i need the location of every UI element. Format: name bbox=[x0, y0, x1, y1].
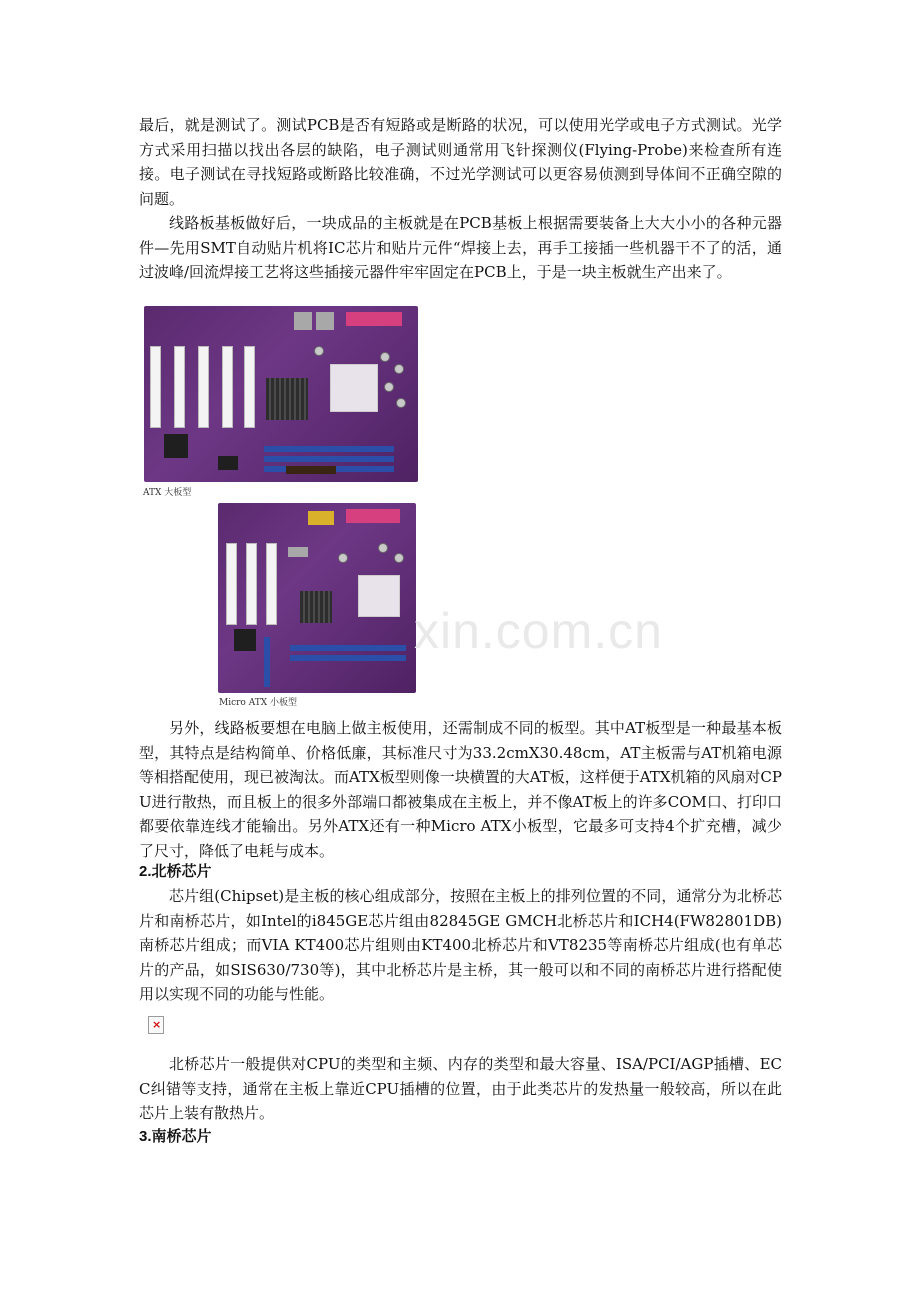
atx-motherboard-image bbox=[144, 306, 418, 482]
paragraph-assembly: 线路板基板做好后，一块成品的主板就是在PCB基板上根据需要装备上大大小小的各种元器件—先用SMT自动贴片机将IC芯片和贴片元件“焊接上去，再手工接插一些机器干不了的活，通过波峰/回流焊接工艺将这些插接元器件牢牢固定在PCB上，于是一块主板就生产出来了。 bbox=[139, 214, 782, 281]
micro-atx-motherboard-image bbox=[218, 503, 416, 693]
watermark-text: xin.com.cn bbox=[414, 603, 663, 659]
micro-atx-caption: Micro ATX 小板型 bbox=[219, 698, 297, 708]
section-heading-southbridge: 3.南桥芯片 bbox=[139, 1128, 212, 1145]
paragraph-northbridge-function: 北桥芯片一般提供对CPU的类型和主频、内存的类型和最大容量、ISA/PCI/AGP插槽、ECC纠错等支持，通常在主板上靠近CPU插槽的位置，由于此类芯片的发热量一般较高，所以在此芯片上装有散热片。 bbox=[139, 1055, 782, 1122]
paragraph-testing: 最后，就是测试了。测试PCB是否有短路或是断路的状况，可以使用光学或电子方式测试。光学方式采用扫描以找出各层的缺陷，电子测试则通常用飞针探测仪(Flying-Probe)来检查所有连接。电子测试在寻找短路或断路比较准确，不过光学测试可以更容易侦测到导体间不正确空隙的问题。 bbox=[139, 116, 782, 208]
broken-image-icon bbox=[148, 1016, 164, 1034]
paragraph-chipset: 芯片组(Chipset)是主板的核心组成部分，按照在主板上的排列位置的不同，通常分为北桥芯片和南桥芯片，如Intel的i845GE芯片组由82845GE GMCH北桥芯片和ICH4(FW82801DB)南桥芯片组成；而VIA KT400芯片组则由KT400北桥芯片和VT8235等南桥芯片组成(也有单芯片的产品，如SIS630/730等)，其中北桥芯片是主桥，其一般可以和不同的南桥芯片进行搭配使用以实现不同的功能与性能。 bbox=[139, 887, 782, 1003]
section-heading-northbridge: 2.北桥芯片 bbox=[139, 863, 212, 880]
broken-image-x: × bbox=[152, 1018, 162, 1031]
atx-caption: ATX 大板型 bbox=[143, 488, 192, 498]
paragraph-board-types: 另外，线路板要想在电脑上做主板使用，还需制成不同的板型。其中AT板型是一种最基本板型，其特点是结构简单、价格低廉，其标准尺寸为33.2cmX30.48cm，AT主板需与AT机箱电源等相搭配使用，现已被淘汰。而ATX板型则像一块横置的大AT板，这样便于ATX机箱的风扇对CPU进行散热，而且板上的很多外部端口都被集成在主板上，并不像AT板上的许多COM口、打印口都要依靠连线才能输出。另外ATX还有一种Micro ATX小板型，它最多可支持4个扩充槽，减少了尺寸，降低了电耗与成本。 bbox=[139, 719, 782, 860]
